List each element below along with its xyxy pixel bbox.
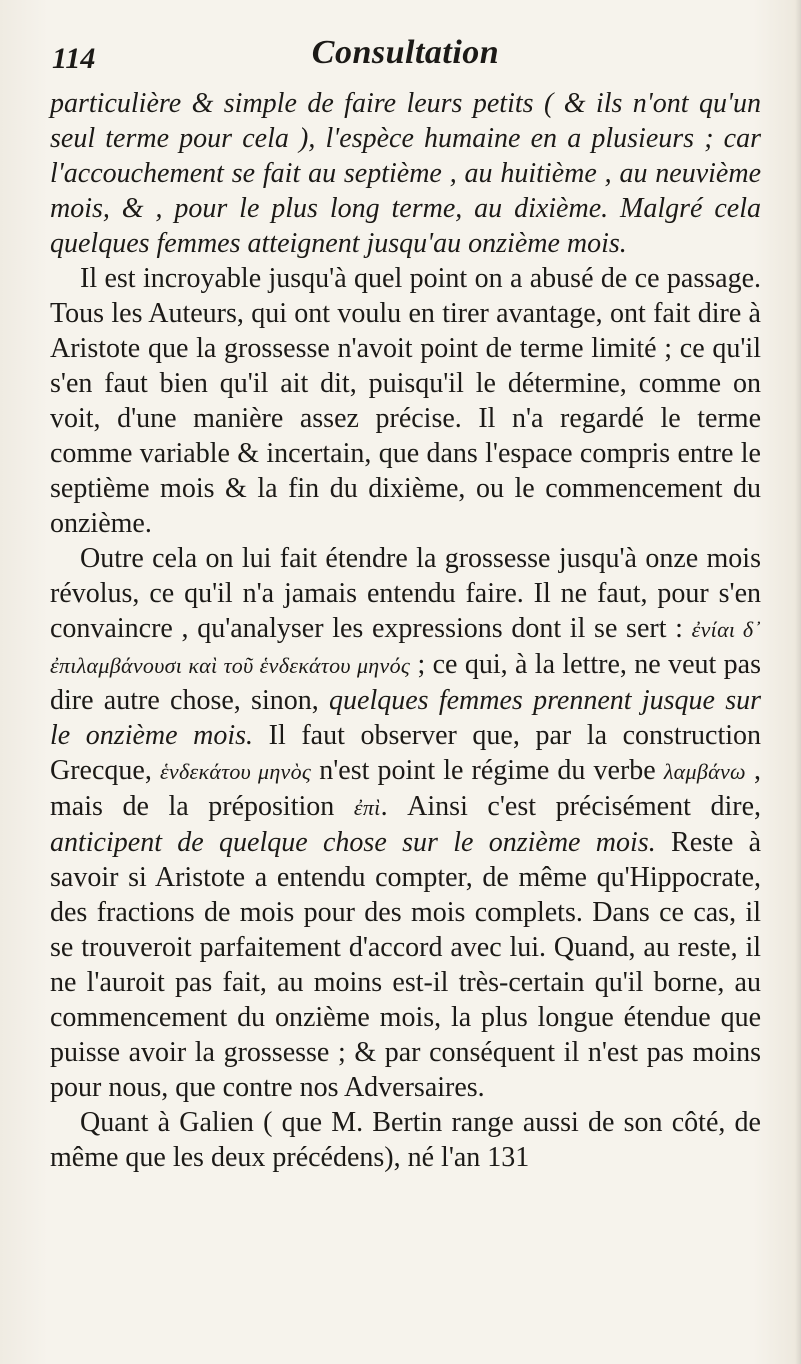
paragraph xyxy=(50,541,761,1105)
paragraph xyxy=(50,261,761,541)
greek-quote: λαμβάνω xyxy=(663,759,746,784)
text-run: , mais de la préposition xyxy=(50,755,761,822)
italic-run: anticipent de quelque chose sur le onzième mois. xyxy=(50,827,656,858)
text-run: . Ainsi c'est précisément dire, xyxy=(380,791,761,822)
paragraph xyxy=(50,1105,761,1175)
page-edge-shadow xyxy=(795,0,801,1364)
text-run: n'est point le régime du verbe xyxy=(311,755,664,786)
italic-run: particulière & simple de faire leurs petits ( & ils n'ont qu'un seul terme pour cela ), l'espèce humaine en a plusieurs ; car l'accouchement se fait au septième , au huitième , au neuvième mois, & , pour le plus long terme, au dixième. Malgré cela quelques femmes atteignent jusqu'au onzième mois. xyxy=(50,88,761,259)
text-run: Outre cela on lui fait étendre la grossesse jusqu'à onze mois révolus, ce qu'il n'a jamais entendu faire. Il ne faut, pour s'en convaincre , qu'analyser les expressions dont il se sert : xyxy=(50,543,761,644)
text-run: Il faut observer que, par la construction Grecque, xyxy=(50,720,762,786)
text-run: Quant à Galien ( que M. Bertin range aussi de son côté, de même que les deux précédens), né l'an 131 xyxy=(50,1107,761,1173)
italic-run: quelques femmes prennent jusque sur le onzième mois. xyxy=(50,685,761,751)
greek-quote: ἐνίαι δ᾽ ἐπιλαμβάνουσι καὶ τοῦ ἑνδεκάτου μηνός xyxy=(50,617,761,678)
paragraph xyxy=(50,86,761,261)
greek-quote: ἑνδεκάτου μηνὸς xyxy=(159,759,312,784)
text-run: Reste à savoir si Aristote a entendu compter, de même qu'Hippocrate, des fractions de mois pour des mois complets. Dans ce cas, il se trouveroit parfaitement d'accord avec lui. Quand, au reste, il ne l'auroit pas fait, au moins est-il très-certain qu'il borne, au commencement du onzième mois, la plus longue étendue que puisse avoir la grossesse ; & par conséquent il n'est pas moins pour nous, que contre nos Adversaires. xyxy=(50,827,762,1103)
page-header xyxy=(50,28,761,86)
text-run: Il est incroyable jusqu'à quel point on a abusé de ce passage. Tous les Auteurs, qui ont voulu en tirer avantage, ont fait dire à Aristote que la grossesse n'avoit point de terme limité ; ce qu'il s'en faut bien qu'il ait dit, puisqu'il le détermine, comme on voit, d'une manière assez précise. Il n'a regardé le terme comme variable & incertain, que dans l'espace compris entre le septième mois & la fin du dixième, ou le commencement du onzième. xyxy=(50,263,761,539)
page-number: 114 xyxy=(52,42,96,75)
running-title: Consultation xyxy=(311,34,500,71)
greek-quote: ἐπὶ xyxy=(353,795,381,820)
body-text xyxy=(50,86,761,1175)
text-run: ; ce qui, à la lettre, ne veut pas dire autre chose, sinon, xyxy=(50,649,761,716)
